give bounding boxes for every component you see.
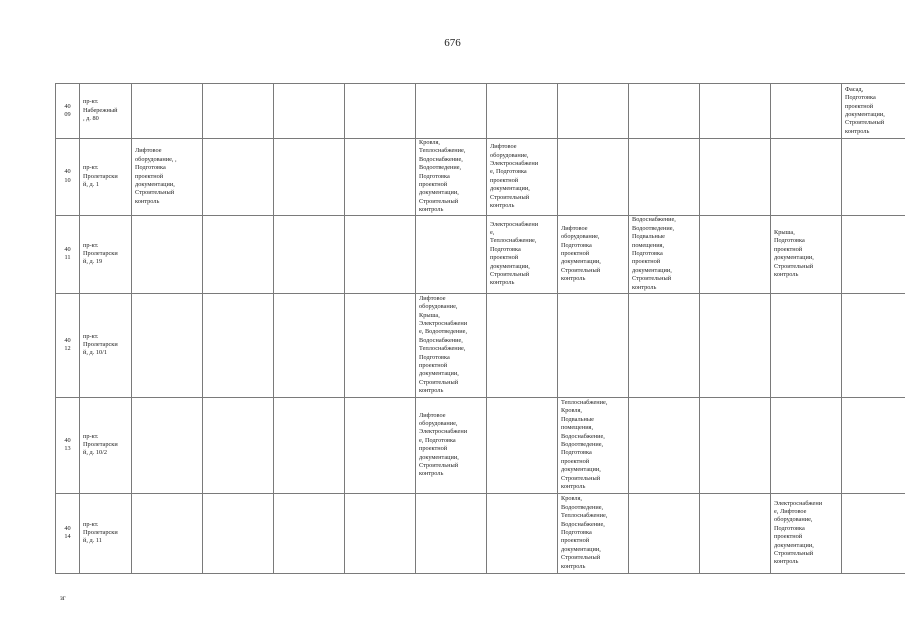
work-cell — [700, 215, 771, 293]
work-cell — [771, 84, 842, 139]
page-number: 676 — [444, 37, 461, 49]
row-number-cell: 40 10 — [56, 139, 80, 216]
work-cell — [416, 493, 487, 573]
work-cell — [132, 84, 203, 139]
work-cell — [558, 84, 629, 139]
row-number-cell: 40 12 — [56, 293, 80, 397]
table-row — [56, 215, 905, 293]
address-cell: пр-кт. Пролетарски й, д. 10/2 — [80, 397, 132, 493]
work-schedule-table — [55, 83, 905, 574]
work-cell — [345, 293, 416, 397]
work-cell — [700, 493, 771, 573]
work-cell — [842, 397, 905, 493]
work-cell — [700, 139, 771, 216]
work-cell — [558, 293, 629, 397]
work-cell — [132, 493, 203, 573]
address-cell: пр-кт. Пролетарски й, д. 19 — [80, 215, 132, 293]
work-cell — [274, 215, 345, 293]
table-row — [56, 139, 905, 216]
work-cell — [700, 293, 771, 397]
row-number-cell: 40 09 — [56, 84, 80, 139]
work-cell: Лифтовое оборудование, Электроснабжени е, Подготовка проектной документации, Строительный контроль — [487, 139, 558, 216]
work-cell — [274, 293, 345, 397]
work-cell — [345, 139, 416, 216]
work-cell — [203, 493, 274, 573]
work-cell — [203, 397, 274, 493]
work-cell — [771, 397, 842, 493]
address-cell: пр-кт. Набережный , д. 80 — [80, 84, 132, 139]
work-cell — [771, 139, 842, 216]
work-cell: Лифтовое оборудование, Крыша, Электроснабжени е, Водоотведение, Водоснабжение, Теплоснабжение, Подготовка проектной документации, Строительный контроль — [416, 293, 487, 397]
table-row — [56, 397, 905, 493]
work-cell — [345, 493, 416, 573]
address-cell: пр-кт. Пролетарски й, д. 11 — [80, 493, 132, 573]
footer-mark: зг — [60, 594, 66, 602]
work-cell — [629, 293, 700, 397]
work-cell — [345, 215, 416, 293]
work-cell — [274, 139, 345, 216]
row-number-cell: 40 13 — [56, 397, 80, 493]
work-cell: Лифтовое оборудование, , Подготовка проектной документации, Строительный контроль — [132, 139, 203, 216]
work-cell — [487, 293, 558, 397]
work-cell: Фасад, Подготовка проектной документации, Строительный контроль — [842, 84, 905, 139]
address-cell: пр-кт. Пролетарски й, д. 1 — [80, 139, 132, 216]
table-row — [56, 293, 905, 397]
work-cell — [700, 84, 771, 139]
work-cell — [132, 293, 203, 397]
work-cell — [487, 493, 558, 573]
work-cell — [771, 293, 842, 397]
work-cell — [203, 139, 274, 216]
work-cell: Крыша, Подготовка проектной документации, Строительный контроль — [771, 215, 842, 293]
work-cell — [842, 215, 905, 293]
table-row — [56, 84, 905, 139]
row-number-cell: 40 11 — [56, 215, 80, 293]
work-cell: Лифтовое оборудование, Электроснабжени е, Подготовка проектной документации, Строительный контроль — [416, 397, 487, 493]
work-cell — [629, 493, 700, 573]
work-cell — [203, 293, 274, 397]
work-cell — [416, 84, 487, 139]
work-cell — [842, 293, 905, 397]
row-number-cell: 40 14 — [56, 493, 80, 573]
work-cell — [132, 215, 203, 293]
work-cell — [842, 139, 905, 216]
work-cell: Кровля, Водоотведение, Теплоснабжение, Водоснабжение, Подготовка проектной документации, Строительный контроль — [558, 493, 629, 573]
work-cell: Водоснабжение, Водоотведение, Подвальные помещения, Подготовка проектной документации, Строительный контроль — [629, 215, 700, 293]
table-row — [56, 493, 905, 573]
work-cell — [487, 397, 558, 493]
work-cell — [132, 397, 203, 493]
work-cell — [416, 215, 487, 293]
work-cell — [700, 397, 771, 493]
work-cell — [203, 84, 274, 139]
work-cell — [345, 84, 416, 139]
work-cell — [203, 215, 274, 293]
work-cell — [629, 397, 700, 493]
work-cell — [487, 84, 558, 139]
work-cell — [629, 84, 700, 139]
address-cell: пр-кт. Пролетарски й, д. 10/1 — [80, 293, 132, 397]
work-cell: Лифтовое оборудование, Подготовка проектной документации, Строительный контроль — [558, 215, 629, 293]
work-cell: Электроснабжени е, Теплоснабжение, Подготовка проектной документации, Строительный контроль — [487, 215, 558, 293]
work-cell — [274, 493, 345, 573]
work-cell — [274, 84, 345, 139]
work-cell: Теплоснабжение, Кровля, Подвальные помещения, Водоснабжение, Водоотведение, Подготовка проектной документации, Строительный контроль — [558, 397, 629, 493]
work-cell — [345, 397, 416, 493]
work-cell: Кровля, Теплоснабжение, Водоснабжение, Водоотведение, Подготовка проектной документации, Строительный контроль — [416, 139, 487, 216]
work-cell: Электроснабжени е, Лифтовое оборудование, Подготовка проектной документации, Строительный контроль — [771, 493, 842, 573]
work-cell — [558, 139, 629, 216]
work-cell — [629, 139, 700, 216]
work-cell — [274, 397, 345, 493]
work-cell — [842, 493, 905, 573]
